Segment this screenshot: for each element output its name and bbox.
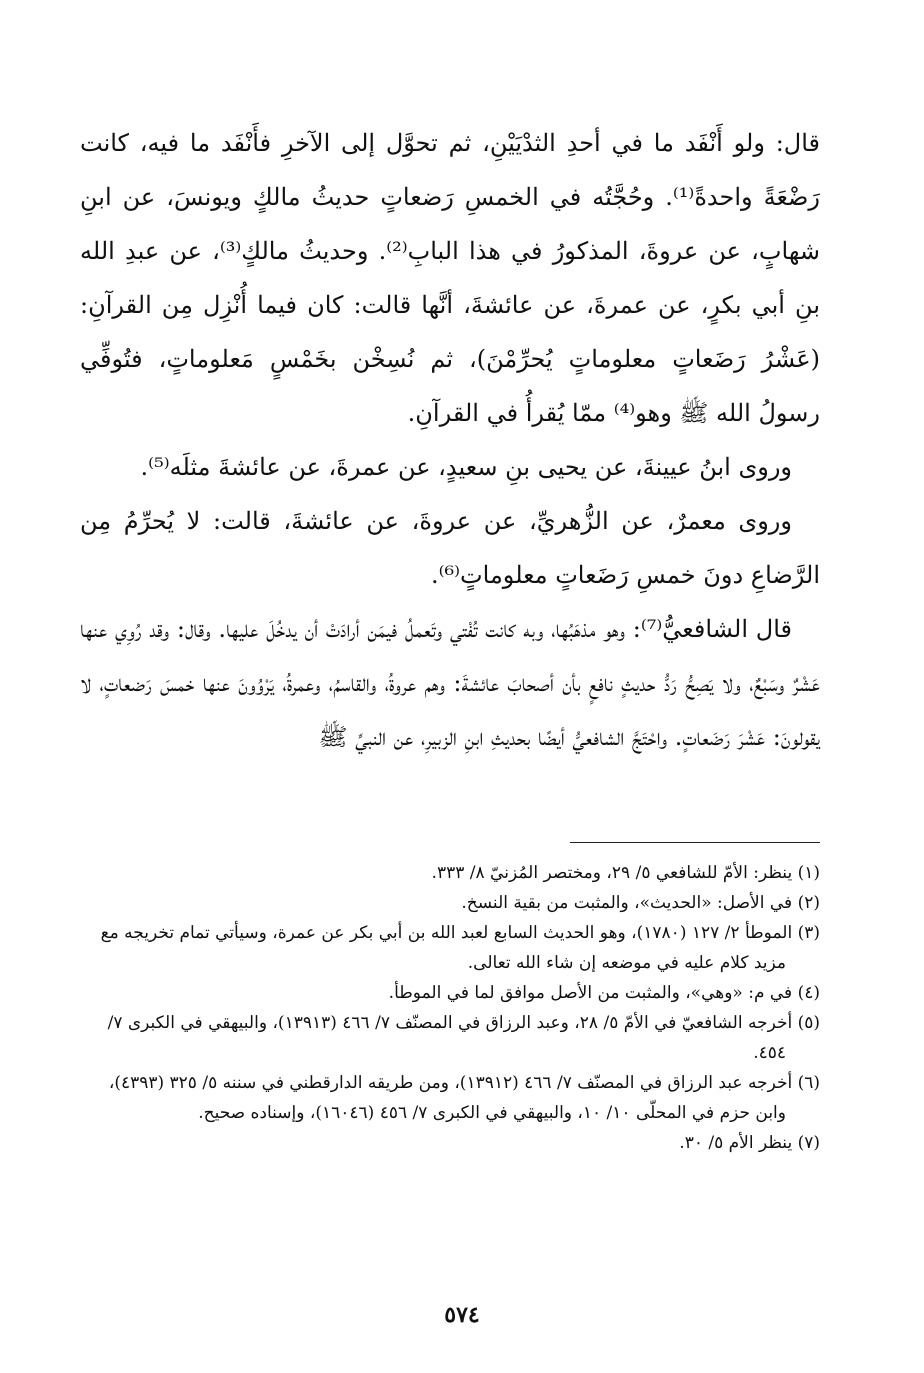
footnote: (١) ينظر: الأمّ للشافعي ٥/ ٢٩، ومختصر المُزنيّ ٨/ ٣٣٣. [431,863,820,883]
paragraph: قال الشافعيُّ⁽⁷⁾: وهو مذهَبُها، وبه كانت تُفْتي وتَعملُ فيمَن أرادَتْ أن يدخُلَ عليها. وقال: وقد رُوِي عنها عَشْرٌ وسَبْعٌ، ولا يَصِحُّ رَدُّ حديثٍ نافعٍ بأن أصحابَ عائشةَ: وهم عروةُ، والقاسمُ، وعمرةُ، يَرْوُونَ عنها خمسَ رَضعاتٍ، لا يقولونَ: عَشْرَ رَضَعاتٍ. واحْتَجَّ الشافعيُّ أيضًا بحديثِ ابنِ الزبيرِ، عن النبيِّ ﷺ [80,615,820,751]
footnotes [80,858,820,1158]
paragraph: وروى ابنُ عيينةَ، عن يحيى بنِ سعيدٍ، عن عمرةَ، عن عائشةَ مثلَه⁽⁵⁾. [140,453,792,481]
footnote: (٦) أخرجه عبد الرزاق في المصنّف ٧/ ٤٦٦ (١٣٩١٢)، ومن طريقه الدارقطني في سننه ٥/ ٣٢٥ (٤٣٩٣)، وابن حزم في المحلّى ١٠/ ١٠، والبيهقي في الكبرى ٧/ ٤٥٦ (١٦٠٤٦)، وإسناده صحيح. [108,1073,820,1123]
footnote-divider [570,842,820,843]
footnote: (٥) أخرجه الشافعيّ في الأمّ ٥/ ٢٨، وعبد الرزاق في المصنّف ٧/ ٤٦٦ (١٣٩١٣)، والبيهقي في الكبرى ٧/ ٤٥٤. [107,1013,820,1063]
main-text [80,116,820,764]
footnote: (٣) الموطأ ٢/ ١٢٧ (١٧٨٠)، وهو الحديث السابع لعبد الله بن أبي بكر عن عمرة، وسيأتي تمام تخريجه مع مزيد كلام عليه في موضعه إن شاء الله تعالى. [100,923,820,973]
paragraph: وروى معمرٌ، عن الزُّهريِّ، عن عروةَ، عن عائشةَ، قالت: لا يُحرِّمُ مِن الرَّضاعِ دونَ خمسِ رَضَعاتٍ معلوماتٍ⁽⁶⁾. [80,507,820,589]
page-number: ٥٧٤ [444,1302,480,1328]
paragraph: قال: ولو أَنْفَد ما في أحدِ الثدْيَيْنِ، ثم تحوَّل إلى الآخرِ فأَنْفَد ما فيه، كانت رَضْعَةً واحدةً⁽¹⁾. وحُجَّتُه في الخمسِ رَضعاتٍ حديثُ مالكٍ ويونسَ، عن ابنِ شهابٍ، عن عروةَ، المذكورُ في هذا البابِ⁽²⁾. وحديثُ مالكٍ⁽³⁾، عن عبدِ الله بنِ أبي بكرٍ، عن عمرةَ، عن عائشةَ، أنَّها قالت: كان فيما أُنْزِل مِن القرآنِ: (عَشْرُ رَضَعاتٍ معلوماتٍ يُحرِّمْنَ)، ثم نُسِخْن بخَمْسٍ مَعلوماتٍ، فتُوفِّي رسولُ الله ﷺ وهو⁽⁴⁾ ممّا يُقرأُ في القرآنِ. [80,129,821,427]
footnote: (٧) ينظر الأم ٥/ ٣٠. [679,1133,820,1153]
footnote: (٢) في الأصل: «الحديث»، والمثبت من بقية النسخ. [461,893,820,913]
footnote: (٤) في م: «وهي»، والمثبت من الأصل موافق لما في الموطأ. [388,983,820,1003]
